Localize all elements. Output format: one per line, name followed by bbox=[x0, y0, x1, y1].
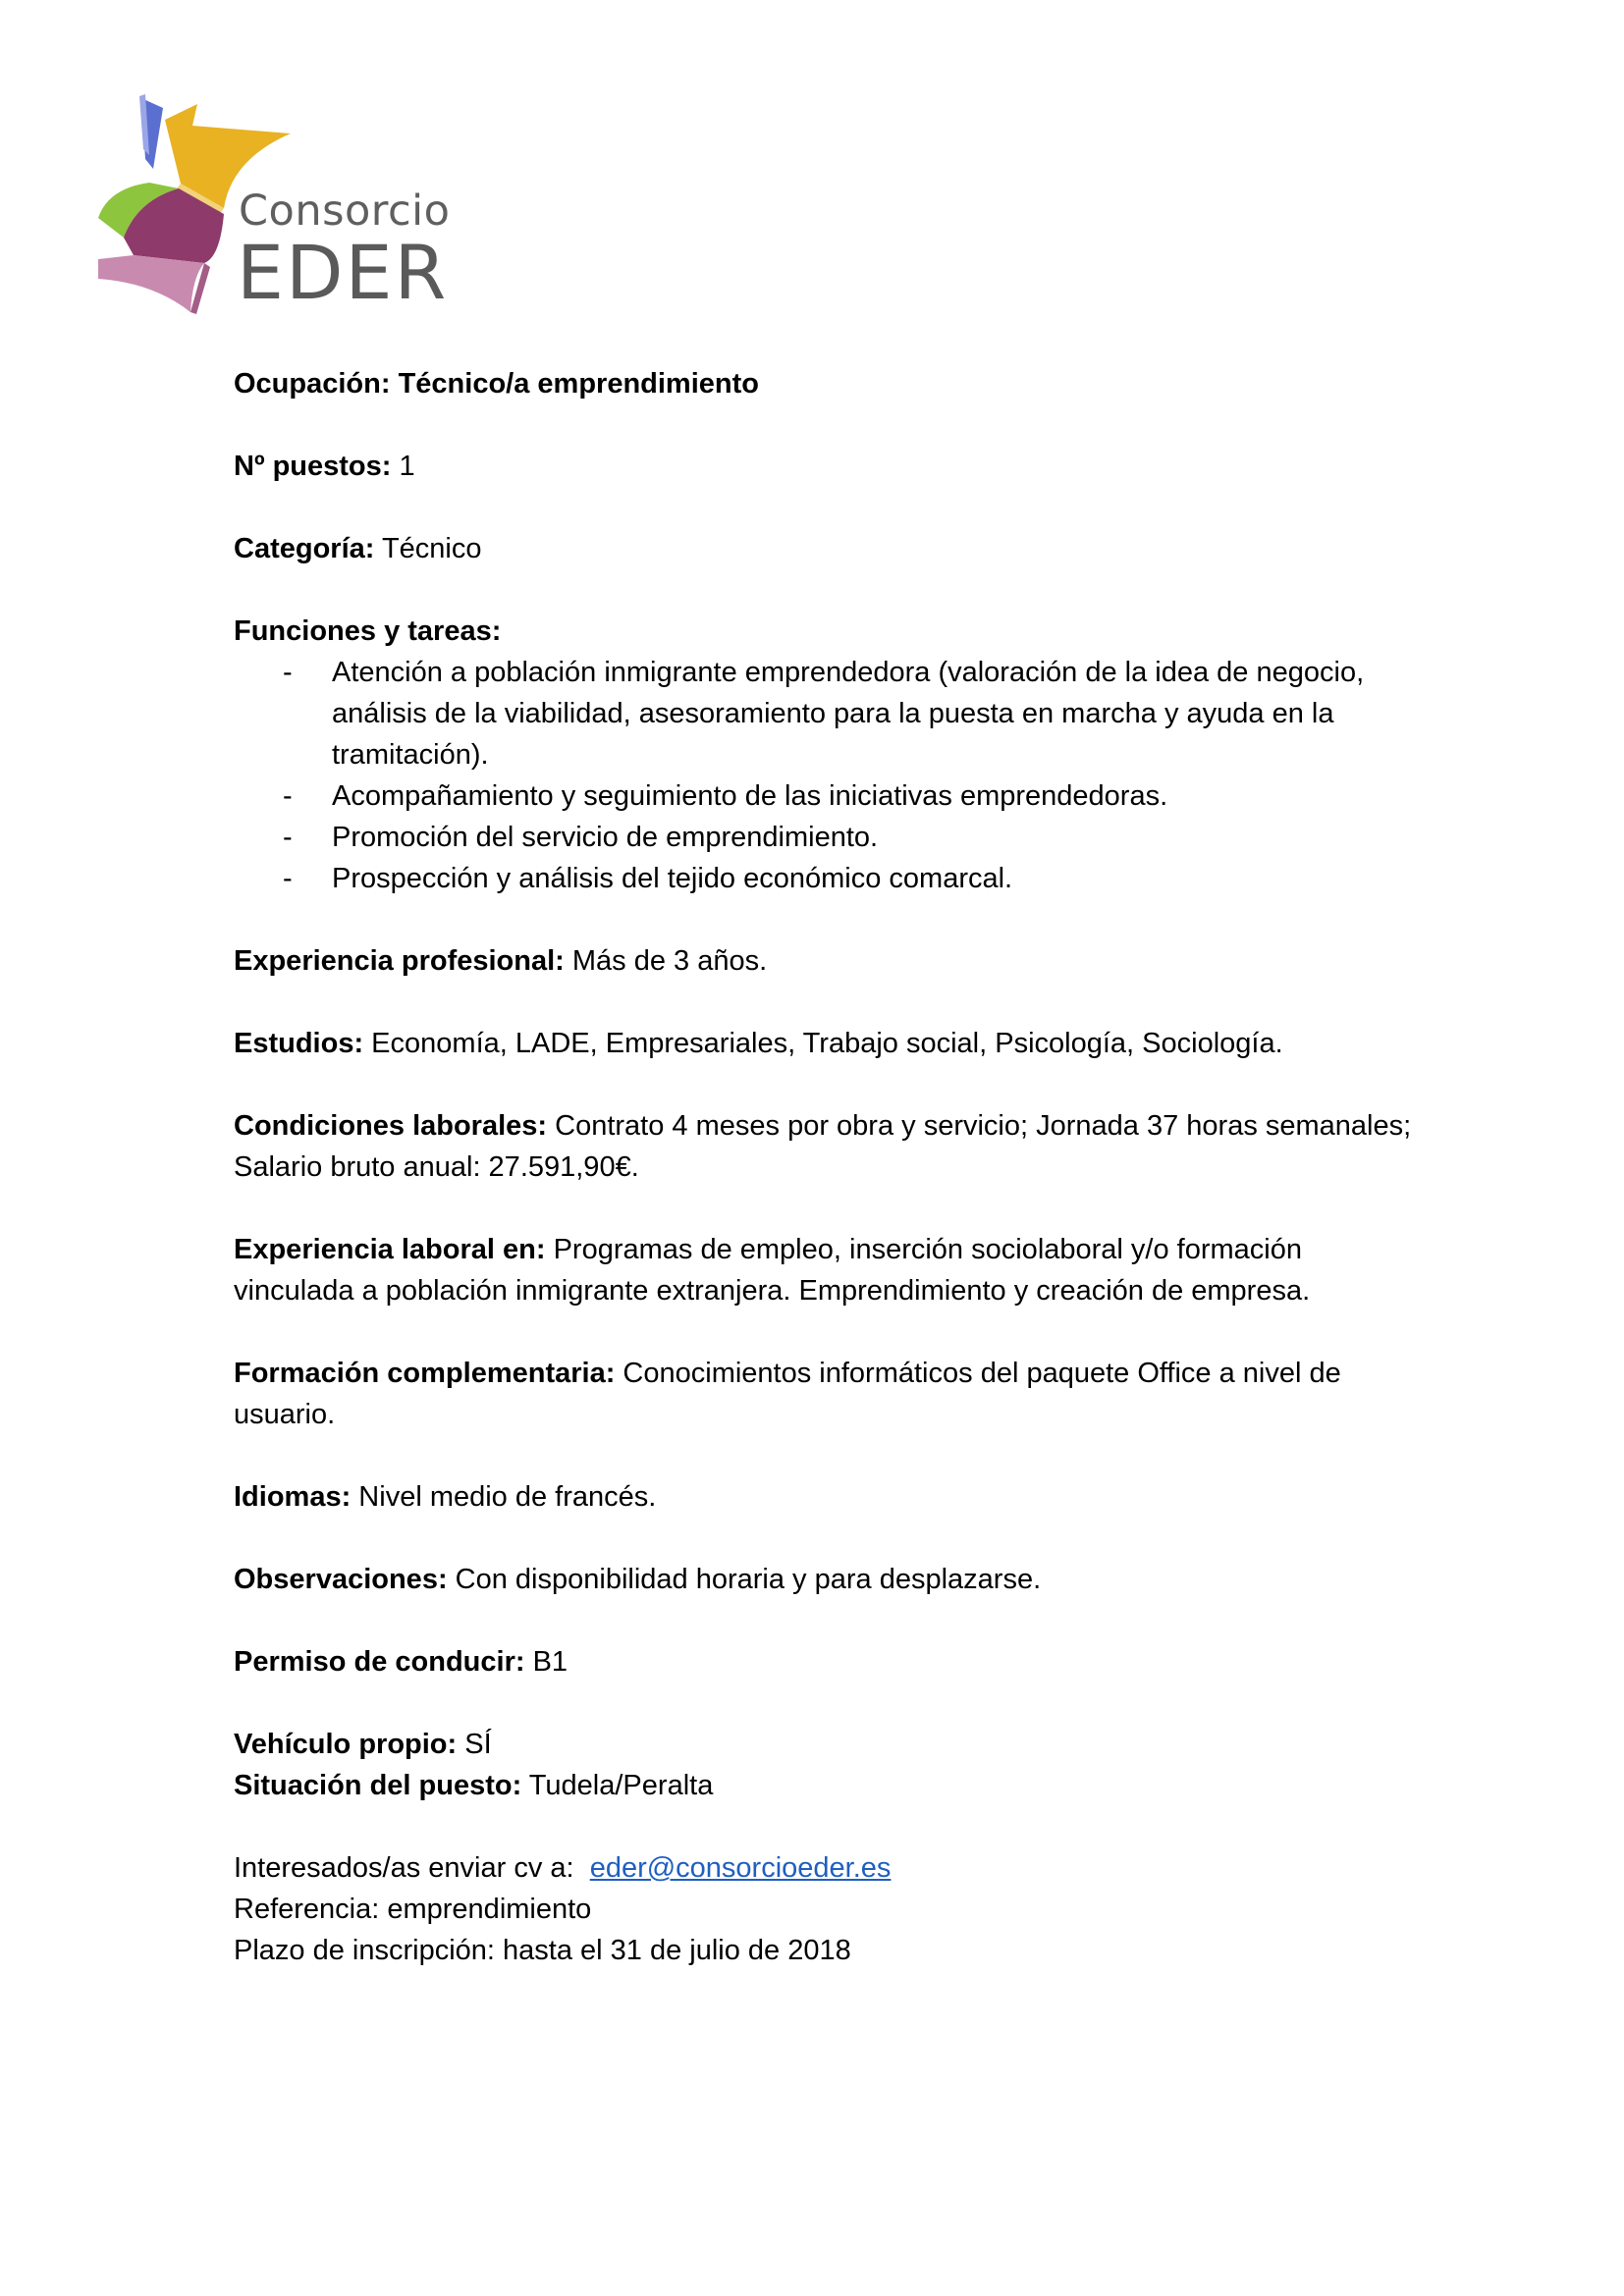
list-dash: - bbox=[283, 657, 293, 688]
field-categoria bbox=[234, 528, 1412, 569]
list-item bbox=[234, 652, 1412, 775]
list-dash: - bbox=[283, 863, 293, 894]
field-label: Permiso de conducir: bbox=[234, 1646, 525, 1678]
field-value: B1 bbox=[524, 1646, 568, 1678]
logo-pink-shape bbox=[98, 255, 204, 312]
reference-line: Referencia: emprendimiento bbox=[234, 1894, 592, 1925]
list-item bbox=[234, 775, 1412, 817]
field-label: Vehículo propio: bbox=[234, 1729, 458, 1760]
list-item bbox=[234, 858, 1412, 899]
logo-text-consorcio: Consorcio bbox=[239, 187, 451, 236]
field-puestos bbox=[234, 446, 1412, 487]
field-label: Idiomas: bbox=[234, 1481, 352, 1513]
field-value: Nivel medio de francés. bbox=[351, 1481, 657, 1513]
field-value: Técnico/a emprendimiento bbox=[398, 368, 759, 400]
field-estudios bbox=[234, 1023, 1412, 1064]
field-value: Con disponibilidad horaria y para desplazarse. bbox=[447, 1564, 1042, 1595]
logo-text-eder: EDER bbox=[237, 229, 449, 316]
field-label: Observaciones: bbox=[234, 1564, 448, 1595]
field-value: SÍ bbox=[457, 1729, 492, 1760]
contact-line bbox=[234, 1847, 1412, 1889]
list-item-text: Atención a población inmigrante emprendedora (valoración de la idea de negocio, análisis de la viabilidad, asesoramiento para la puesta en marcha y ayuda en la tramitación). bbox=[332, 657, 1365, 771]
field-formacion bbox=[234, 1353, 1412, 1435]
field-value: Programas de empleo, inserción sociolaboral y/o formación vinculada a población inmigrante extranjera. Emprendimiento y creación de empresa. bbox=[234, 1234, 1311, 1307]
field-label: Situación del puesto: bbox=[234, 1770, 522, 1801]
list-dash: - bbox=[283, 780, 293, 812]
field-label: Experiencia laboral en: bbox=[234, 1234, 546, 1265]
field-condiciones bbox=[234, 1105, 1412, 1188]
field-label: Funciones y tareas: bbox=[234, 615, 502, 647]
field-label: Experiencia profesional: bbox=[234, 945, 565, 977]
field-value: Economía, LADE, Empresariales, Trabajo social, Psicología, Sociología. bbox=[363, 1028, 1283, 1059]
consorcio-eder-logo bbox=[94, 90, 458, 316]
list-item-text: Promoción del servicio de emprendimiento. bbox=[332, 822, 879, 853]
field-observaciones bbox=[234, 1559, 1412, 1600]
field-experiencia-profesional bbox=[234, 940, 1412, 982]
list-item bbox=[234, 817, 1412, 858]
field-label: Formación complementaria: bbox=[234, 1358, 616, 1389]
contact-intro: Interesados/as enviar cv a: bbox=[234, 1852, 590, 1884]
field-idiomas bbox=[234, 1476, 1412, 1518]
field-value: Técnico bbox=[374, 533, 482, 564]
field-label: Nº puestos: bbox=[234, 451, 392, 482]
field-experiencia-laboral bbox=[234, 1229, 1412, 1311]
field-ocupacion bbox=[234, 363, 1412, 404]
field-label: Ocupación: bbox=[234, 368, 399, 400]
field-label: Categoría: bbox=[234, 533, 375, 564]
email-link[interactable]: eder@consorcioeder.es bbox=[589, 1852, 892, 1884]
field-value: Contrato 4 meses por obra y servicio; Jornada 37 horas semanales; Salario bruto anual: 27.591,90€. bbox=[234, 1110, 1412, 1183]
field-label: Condiciones laborales: bbox=[234, 1110, 548, 1142]
field-value: Conocimientos informáticos del paquete Office a nivel de usuario. bbox=[234, 1358, 1341, 1430]
field-permiso bbox=[234, 1641, 1412, 1682]
field-label: Estudios: bbox=[234, 1028, 364, 1059]
tasks-list bbox=[234, 652, 1412, 899]
list-item-text: Prospección y análisis del tejido económico comarcal. bbox=[332, 863, 1013, 894]
list-dash: - bbox=[283, 822, 293, 853]
field-value: 1 bbox=[391, 451, 415, 482]
field-value: Tudela/Peralta bbox=[521, 1770, 714, 1801]
list-item-text: Acompañamiento y seguimiento de las iniciativas emprendedoras. bbox=[332, 780, 1168, 812]
field-funciones bbox=[234, 611, 1412, 652]
field-value: Más de 3 años. bbox=[564, 945, 768, 977]
field-situacion bbox=[234, 1765, 1412, 1806]
job-offer-body bbox=[234, 363, 1412, 1971]
deadline-line: Plazo de inscripción: hasta el 31 de julio de 2018 bbox=[234, 1935, 851, 1966]
field-vehiculo bbox=[234, 1724, 1412, 1765]
